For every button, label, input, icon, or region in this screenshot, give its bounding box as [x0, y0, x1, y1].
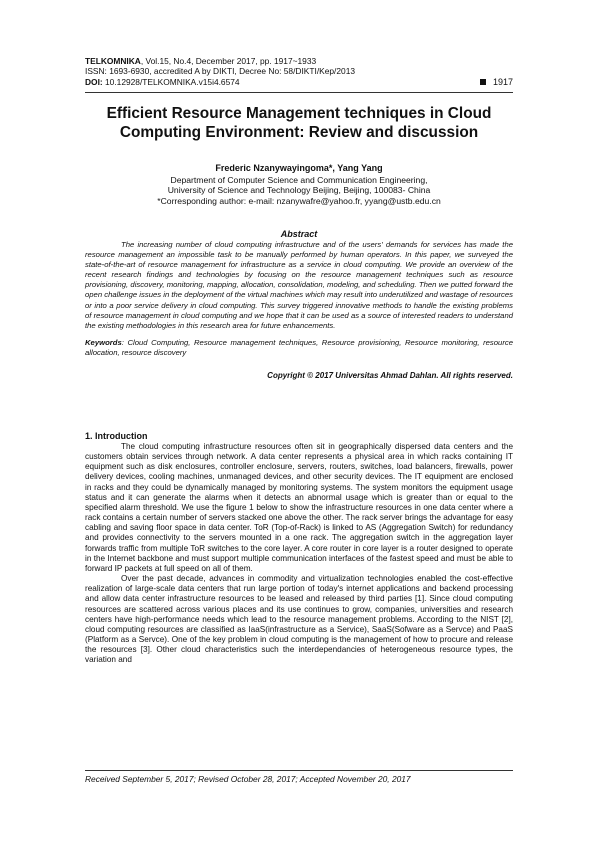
header-divider — [85, 92, 513, 93]
paragraph: Over the past decade, advances in commodity and virtualization technologies enabled the cost-effective realization of large-scale data centers that run large portion of today's internet applications and backend processing and allow data center infrastructure resources to be leased and released by third parties [1]. Since cloud computing resources are scattered across various places and its use continues to grow, companies, universities and research centers have high-performance needs which lead to the resource management problems. According to the NIST [2], cloud computing resources are classified as IaaS(infrastructure as a Service), SaaS(Sofware as a Servce) and PaaS (Platform as a Servce). One of the key problem in cloud computing is the management of how to procure and release the resources [3]. Other cloud characteristics such the interdependancies of heterogeneous resource types, the variation and — [85, 574, 513, 665]
affiliation-line-1: Department of Computer Science and Communication Engineering, — [170, 174, 428, 185]
page-number: 1917 — [480, 77, 513, 87]
received-dates: Received September 5, 2017; Revised October 28, 2017; Accepted November 20, 2017 — [85, 774, 411, 784]
journal-header — [85, 56, 513, 87]
keywords-label: Keywords — [85, 338, 122, 347]
copyright-notice: Copyright © 2017 Universitas Ahmad Dahlan. All rights reserved. — [267, 371, 513, 380]
author-names: Frederic Nzanywayingoma*, Yang Yang — [215, 163, 383, 173]
abstract-text: The increasing number of cloud computing infrastructure and of the users' demands for services has made the resource management an impossible task to be manually performed by human operators. In this paper, we surveyed the state-of-the-art of resource management for infrastructure as a service in cloud computing. We provide an overview of the recent research findings and technologies by focusing on the resource management techniques such as resource provisioning, discovery, monitoring, mapping, allocation, consolidation, modeling, and scheduling. Then we putted forward the open challenge issues in the deployment of the virtual machines which may result into underutilized and wastage of resources or into a poor service delivery in cloud computing. This survey triggered innovative methods to handle the existing problems of resource management in cloud computing and we hope that it can be used as a source of interested readers to understand the existing methodologies in this research area for future enhancements. — [85, 240, 513, 330]
doi-row — [85, 77, 513, 87]
author-block — [85, 163, 513, 206]
introduction-body — [85, 442, 513, 665]
volume-info: , Vol.15, No.4, December 2017, pp. 1917~1933 — [140, 56, 317, 66]
journal-name: TELKOMNIKA — [85, 56, 141, 66]
issn-line: ISSN: 1693-6930, accredited A by DIKTI, Decree No: 58/DIKTI/Kep/2013 — [85, 66, 356, 77]
doi-label: DOI: — [85, 76, 103, 87]
corresponding-author: *Corresponding author: e-mail: nzanywafre@yahoo.fr, yyang@ustb.edu.cn — [157, 195, 441, 206]
paper-title: Efficient Resource Management techniques in Cloud Computing Environment: Review and discussion — [106, 105, 492, 141]
affiliation-line-2: University of Science and Technology Beijing, Beijing, 100083- China — [167, 185, 431, 196]
journal-citation — [85, 56, 513, 66]
abstract-heading: Abstract — [280, 229, 318, 239]
doi-link[interactable]: 10.12928/TELKOMNIKA.v15i4.6574 — [102, 76, 240, 87]
keywords — [85, 338, 513, 358]
section-heading-introduction: 1. Introduction — [85, 431, 148, 441]
keywords-text: : Cloud Computing, Resource management techniques, Resource provisioning, Resource monitoring, resource allocation, resource discovery — [85, 338, 513, 358]
paragraph: The cloud computing infrastructure resources often sit in geographically dispersed data centers and the customers obtain services through network. A data center represents a physical area in which racks containing IT equipment such as disk enclosures, controller enclosure, servers, routers, switches, load balancers, firewalls, power delivery devices, cooling machines, unmanaged devices, and other security devices. The IT equipment are enclosed in racks and they could be dynamically managed by monitoring systems. The system monitors the equipment usage status and it can generate the alarms when it detects an abnormal usage which is greater than or equal to the specified alarm threshold. We use the figure 1 below to show the infrastructure resources in one data center where a rack contains a certain number of servers stacked one above the other. The rack server brings the advantage for easy cabling and saving floor space in data center. ToR (Top-of-Rack) is linked to AS (Aggregation Switch) for redundancy and provides connectivity to the servers mounted in a one rack. The aggregation switch in the aggregation layer forwards traffic from multiple ToR switches to the core layer. A core router in core layer is a router designed to operate in the Internet backbone and must support multiple communication interfaces of the fastest speed and must be able to forward IP packets at full speed on all of them. — [85, 442, 513, 573]
footer-divider — [85, 770, 513, 771]
